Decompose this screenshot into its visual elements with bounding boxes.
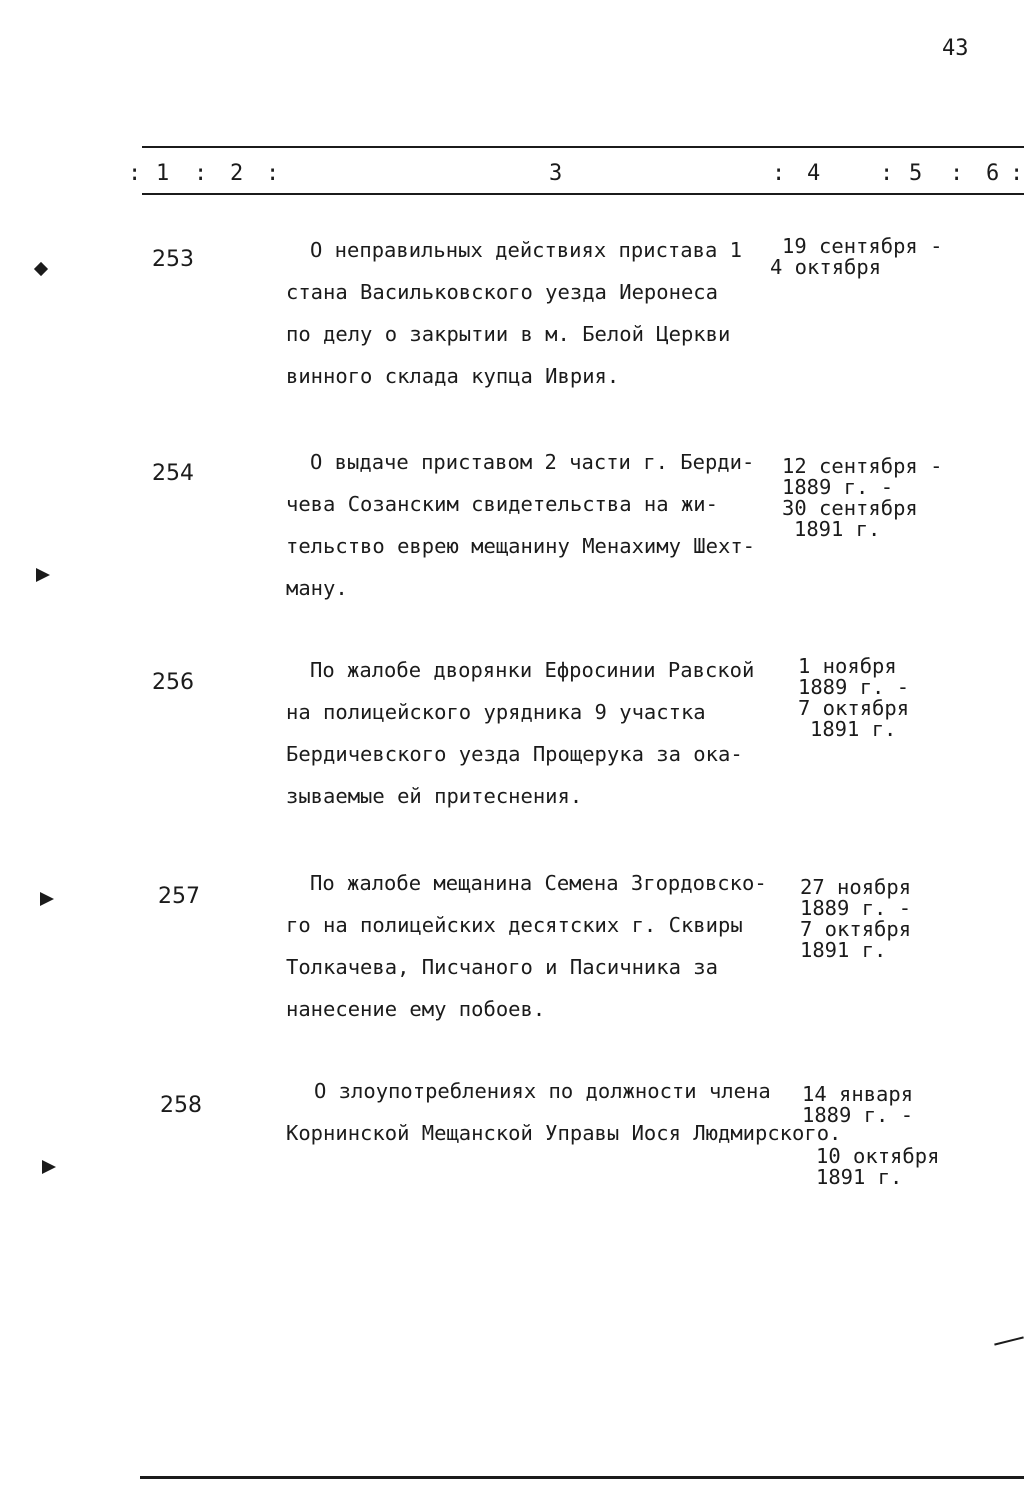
entry-description (286, 649, 791, 817)
column-number-4: 4 (807, 161, 821, 186)
description-line: Корнинской Мещанской Управы Иося Людмирского. (286, 1121, 842, 1145)
description-line: Толкачева, Писчаного и Пасичника за (286, 955, 718, 979)
description-line: ману. (286, 576, 348, 600)
entry-number: 256 (152, 670, 194, 695)
column-number-2: 2 (230, 161, 244, 186)
description-line: по делу о закрытии в м. Белой Церкви (286, 322, 731, 346)
date-line: 4 октября (770, 255, 882, 279)
entry-number: 254 (152, 461, 194, 486)
date-line: 7 октября (798, 696, 910, 720)
entry-dates (802, 1084, 913, 1126)
date-line: 1889 г. - (802, 1103, 914, 1127)
edge-pen-stroke (994, 1336, 1024, 1345)
margin-diamond-mark (34, 262, 48, 276)
date-line: 1891 г. (810, 717, 897, 741)
entry-description (286, 862, 791, 1030)
entry-description (286, 229, 791, 397)
column-number-3: 3 (549, 161, 563, 186)
description-line: стана Васильковского уезда Иеронеса (286, 280, 718, 304)
margin-arrow-mark (42, 1160, 56, 1174)
date-line: 1889 г. - (800, 896, 912, 920)
column-separator: : (772, 161, 786, 186)
entry-dates-continued (816, 1146, 939, 1188)
entry-number: 258 (160, 1093, 202, 1118)
entry-dates (770, 236, 942, 278)
description-line: О злоупотреблениях по должности члена (314, 1079, 771, 1103)
entry-dates (798, 656, 909, 740)
margin-arrow-mark (36, 568, 50, 582)
date-line: 1 ноября (798, 654, 897, 678)
description-line: винного склада купца Иврия. (286, 364, 620, 388)
page-number: 43 (942, 36, 969, 61)
column-separator: : (266, 161, 280, 186)
date-line: 1891 г. (800, 938, 887, 962)
header-bottom-rule (142, 193, 1024, 195)
margin-arrow-mark (40, 892, 54, 906)
date-line: 10 октября (816, 1144, 940, 1168)
column-number-1: 1 (156, 161, 170, 186)
description-line: нанесение ему побоев. (286, 997, 546, 1021)
description-line: зываемые ей притеснения. (286, 784, 583, 808)
date-line: 1889 г. - (782, 475, 894, 499)
bottom-rule (140, 1476, 1024, 1479)
column-number-6: 6 (986, 161, 1000, 186)
header-top-rule (142, 146, 1024, 148)
date-line: 19 сентября - (782, 234, 943, 258)
date-line: 30 сентября (782, 496, 918, 520)
description-line: По жалобе мещанина Семена Згордовско- (310, 871, 767, 895)
date-line: 1889 г. - (798, 675, 910, 699)
entry-dates (800, 877, 911, 961)
date-line: 27 ноября (800, 875, 912, 899)
column-separator: : (128, 161, 142, 186)
date-line: 1891 г. (816, 1165, 903, 1189)
description-line: По жалобе дворянки Ефросинии Равской (310, 658, 755, 682)
description-line: чева Созанским свидетельства на жи- (286, 492, 718, 516)
column-separator: : (194, 161, 208, 186)
description-line: О неправильных действиях пристава 1 (310, 238, 742, 262)
entry-number: 253 (152, 247, 194, 272)
date-line: 12 сентября - (782, 454, 943, 478)
entry-number: 257 (158, 884, 200, 909)
entry-description (286, 441, 791, 609)
column-separator: : (880, 161, 894, 186)
column-number-5: 5 (909, 161, 923, 186)
column-separator: : (950, 161, 964, 186)
date-line: 14 января (802, 1082, 914, 1106)
description-line: на полицейского урядника 9 участка (286, 700, 706, 724)
description-line: тельство еврею мещанину Менахиму Шехт- (286, 534, 755, 558)
date-line: 7 октября (800, 917, 912, 941)
description-line: Бердичевского уезда Прощерука за ока- (286, 742, 743, 766)
description-line: го на полицейских десятских г. Сквиры (286, 913, 743, 937)
entry-dates (782, 456, 942, 540)
column-separator: : (1010, 161, 1024, 186)
date-line: 1891 г. (794, 517, 881, 541)
entry-description (286, 1070, 866, 1154)
description-line: О выдаче приставом 2 части г. Берди- (310, 450, 755, 474)
